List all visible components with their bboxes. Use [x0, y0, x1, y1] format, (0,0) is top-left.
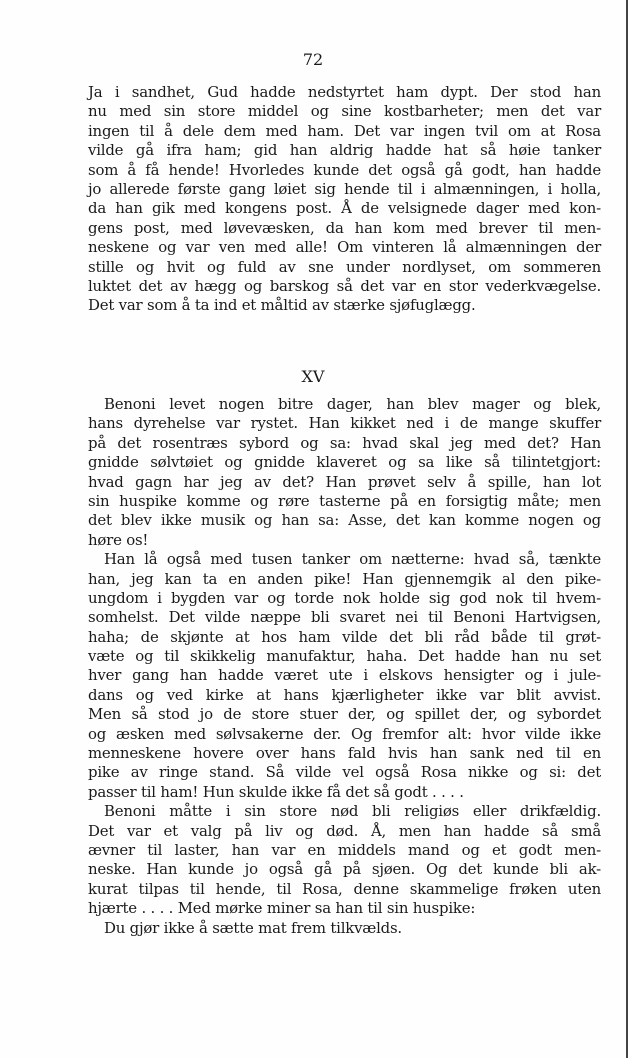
text-line: Det var som å ta ind et måltid av stærke sjøfuglægg.	[88, 296, 476, 315]
text-line: Ja i sandhet, Gud hadde nedstyrtet ham dypt. Der stod han	[88, 83, 601, 101]
text-line: det blev ikke musik og han sa: Asse, det kan komme nogen og	[88, 511, 601, 530]
page-number: 72	[302, 50, 324, 69]
paragraph-4	[88, 802, 601, 918]
text-line: haha; de skjønte at hos ham vilde det bli råd både til grøt-	[88, 627, 601, 646]
text-line: sin huspike komme og røre tasterne på en forsigtig måte; men	[88, 491, 601, 510]
text-line: Det var et valg på liv og død. Å, men han hadde så små	[88, 821, 601, 840]
text-line: vilde gå ifra ham; gid han aldrig hadde hat så høie tanker	[88, 141, 601, 160]
text-line: da han gik med kongens post. Å de velsignede dager med kon-	[88, 199, 601, 218]
text-line: luktet det av hægg og barskog så det var en stor vederkvægelse.	[88, 276, 601, 295]
text-line: neske. Han kunde jo også gå på sjøen. Og det kunde bli ak-	[88, 860, 601, 879]
text-line: hans dyrehelse var rystet. Han kikket ned i de mange skuffer	[88, 414, 601, 433]
paragraph-5	[88, 919, 601, 938]
text-line: på det rosentræs sybord og sa: hvad skal jeg med det? Han	[88, 433, 601, 452]
paragraph-3	[88, 550, 601, 802]
text-line: gnidde sølvtøiet og gnidde klaveret og sa like så tilintetgjort:	[88, 453, 601, 472]
text-line: stille og hvit og fuld av sne under nordlyset, om sommeren	[88, 257, 601, 276]
paragraph-1	[88, 83, 601, 316]
text-line: passer til ham! Hun skulde ikke få det så godt . . . .	[88, 782, 464, 801]
text-line: høre os!	[88, 530, 149, 549]
text-line: nu med sin store middel og sine kostbarheter; men det var	[88, 102, 601, 121]
paragraph-2	[88, 395, 601, 550]
text-line: og æsken med sølvsakerne der. Og fremfor alt: hvor vilde ikke	[88, 724, 601, 743]
text-line: Benoni måtte i sin store nød bli religiøs eller drikfældig.	[104, 802, 601, 821]
text-line: Han lå også med tusen tanker om nætterne: hvad så, tænkte	[104, 550, 601, 569]
text-line: pike av ringe stand. Så vilde vel også Rosa nikke og si: det	[88, 763, 601, 782]
text-line: dans og ved kirke at hans kjærligheter ikke var blit avvist.	[88, 685, 601, 704]
text-line: som å få hende! Hvorledes kunde det også gå godt, han hadde	[88, 160, 601, 179]
text-line: gens post, med løvevæsken, da han kom med brever til men-	[88, 218, 601, 237]
text-line: neskene og var ven med alle! Om vinteren lå almænningen der	[88, 238, 601, 257]
text-line: hjærte . . . . Med mørke miner sa han til sin huspike:	[88, 899, 476, 918]
text-line: menneskene hovere over hans fald hvis han sank ned til en	[88, 744, 601, 763]
text-line: kurat tilpas til hende, til Rosa, denne skammelige frøken uten	[88, 879, 601, 898]
text-line: somhelst. Det vilde næppe bli svaret nei til Benoni Hartvigsen,	[88, 608, 601, 627]
text-line: Du gjør ikke å sætte mat frem tilkvælds.	[104, 918, 402, 937]
text-line: hver gang han hadde været ute i elskovs hensigter og i jule-	[88, 666, 601, 685]
text-line: Benoni levet nogen bitre dager, han blev mager og blek,	[104, 395, 601, 413]
text-line: ungdom i bygden var og torde nok holde sig god nok til hvem-	[88, 588, 601, 607]
body-text	[88, 395, 601, 938]
text-line: ævner til laster, han var en middels mand og et godt men-	[88, 840, 601, 859]
text-line: ingen til å dele dem med ham. Det var ingen tvil om at Rosa	[88, 121, 601, 140]
text-line: væte og til skikkelig manufaktur, haha. Det hadde han nu set	[88, 647, 601, 666]
text-line: jo allerede første gang løiet sig hende til i almænningen, i holla,	[88, 179, 601, 198]
text-line: Men så stod jo de store stuer der, og spillet der, og sybordet	[88, 705, 601, 724]
chapter-heading: XV	[301, 367, 325, 386]
text-line: hvad gagn har jeg av det? Han prøvet selv å spille, han lot	[88, 472, 601, 491]
text-line: han, jeg kan ta en anden pike! Han gjennemgik al den pike-	[88, 569, 601, 588]
